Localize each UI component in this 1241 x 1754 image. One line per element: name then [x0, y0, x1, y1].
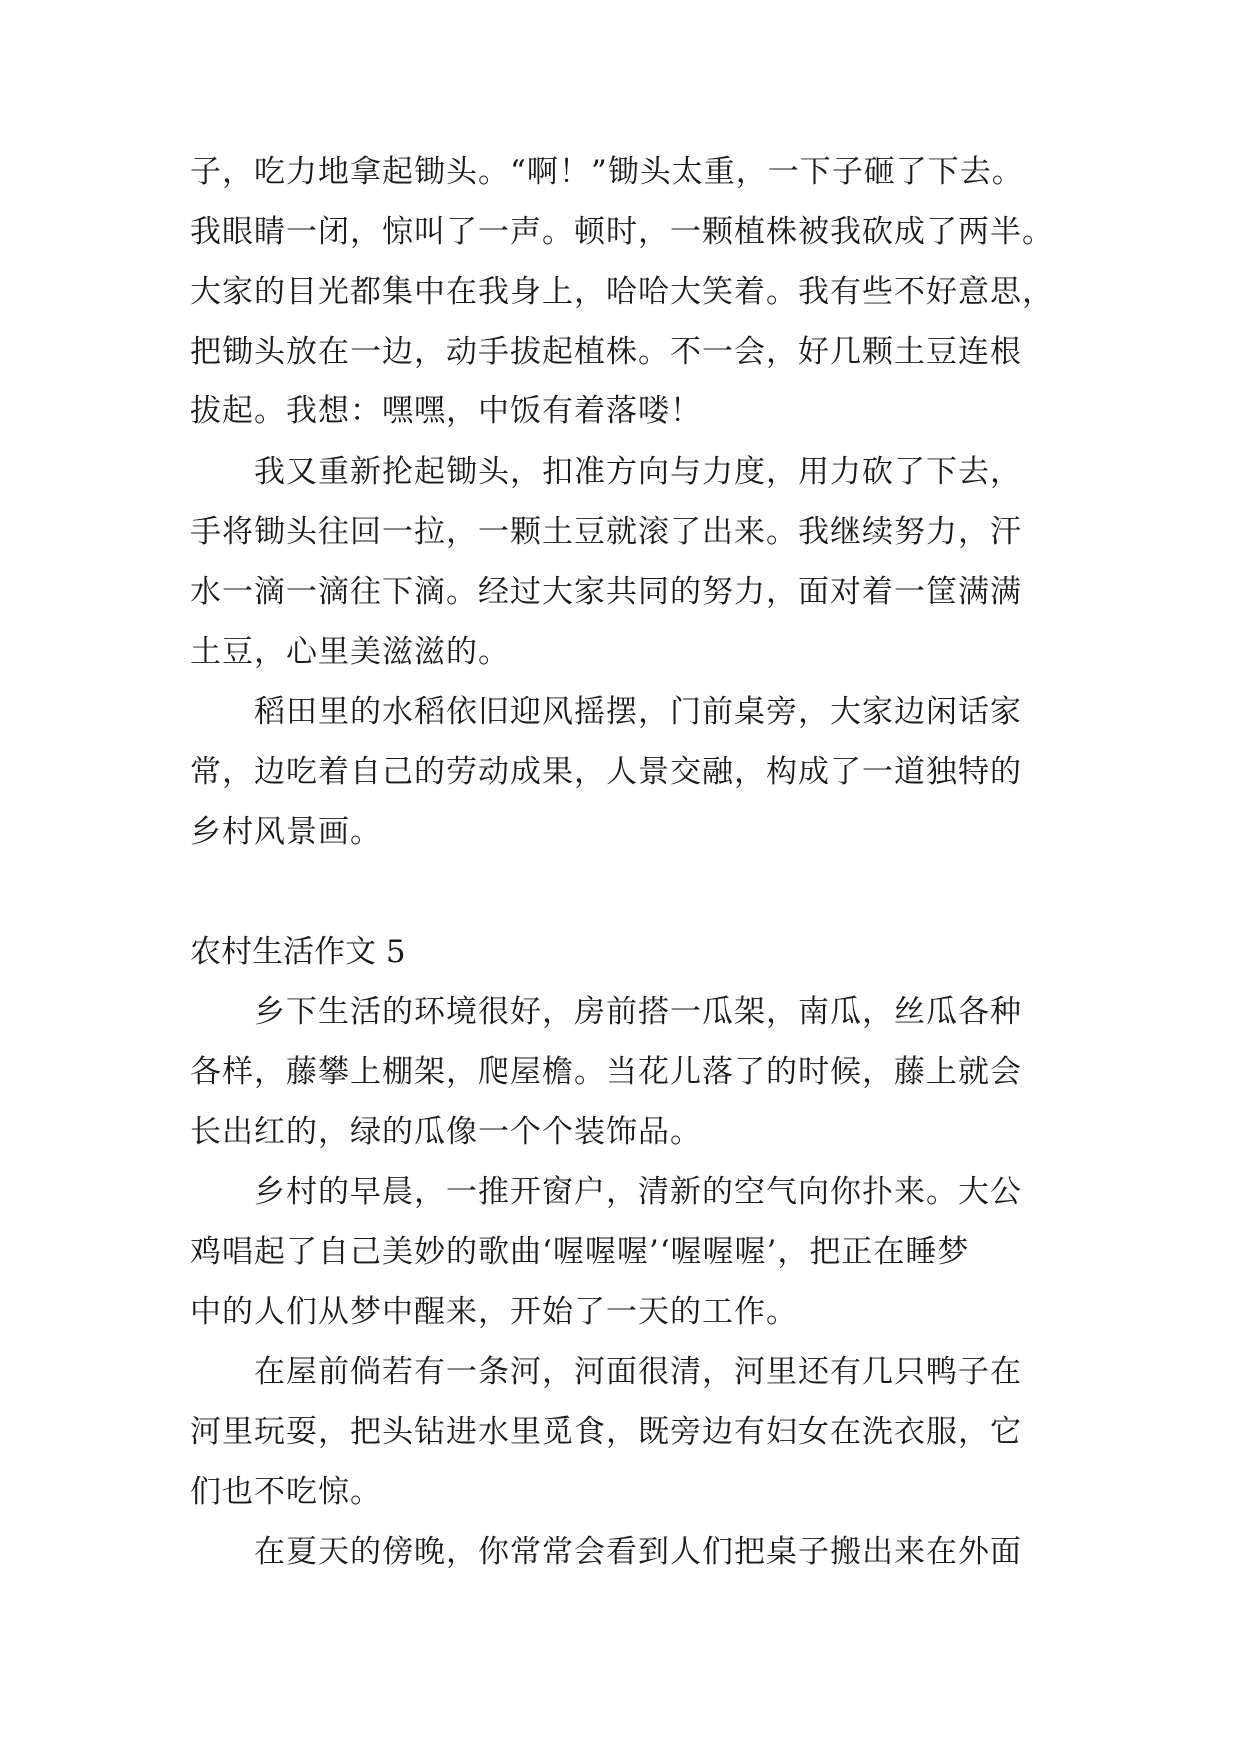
text-line: 拔起。我想：嘿嘿，中饭有着落喽！ — [190, 393, 702, 429]
text-line: 各样，藤攀上棚架，爬屋檐。当花儿落了的时候，藤上就会 — [190, 1054, 1022, 1090]
paragraph-first-line: 在屋前倘若有一条河，河面很清，河里还有几只鸭子在 — [254, 1354, 1022, 1390]
text-line: 把锄头放在一边，动手拔起植株。不一会，好几颗土豆连根 — [190, 334, 1022, 370]
text-line: 手将锄头往回一拉，一颗土豆就滚了出来。我继续努力，汗 — [190, 514, 1022, 550]
text-line: 长出红的，绿的瓜像一个个装饰品。 — [190, 1114, 702, 1150]
text-line: 中的人们从梦中醒来，开始了一天的工作。 — [190, 1294, 798, 1330]
text-line: 我眼睛一闭，惊叫了一声。顿时，一颗植株被我砍成了两半。 — [190, 214, 1054, 250]
text-line: 土豆，心里美滋滋的。 — [190, 634, 510, 670]
text-line: 乡村风景画。 — [190, 814, 382, 850]
text-line: 水一滴一滴往下滴。经过大家共同的努力，面对着一筐满满 — [190, 574, 1022, 610]
text-line: 鸡唱起了自己美妙的歌曲‘喔喔喔’‘喔喔喔’，把正在睡梦 — [190, 1234, 970, 1270]
text-line: 们也不吃惊。 — [190, 1474, 382, 1510]
text-line: 河里玩耍，把头钻进水里觅食，既旁边有妇女在洗衣服，它 — [190, 1414, 1022, 1450]
text-line: 常，边吃着自己的劳动成果，人景交融，构成了一道独特的 — [190, 754, 1022, 790]
text-line: 大家的目光都集中在我身上，哈哈大笑着。我有些不好意思， — [190, 274, 1054, 310]
paragraph-first-line: 在夏天的傍晚，你常常会看到人们把桌子搬出来在外面 — [254, 1534, 1022, 1570]
paragraph-first-line: 我又重新抡起锄头，扣准方向与力度，用力砍了下去， — [254, 454, 1022, 490]
paragraph-first-line: 乡下生活的环境很好，房前搭一瓜架，南瓜，丝瓜各种 — [254, 994, 1022, 1030]
paragraph-first-line: 稻田里的水稻依旧迎风摇摆，门前桌旁，大家边闲话家 — [254, 694, 1022, 730]
section-title: 农村生活作文 5 — [190, 934, 406, 970]
paragraph-first-line: 乡村的早晨，一推开窗户，清新的空气向你扑来。大公 — [254, 1174, 1022, 1210]
text-line: 子，吃力地拿起锄头。“啊！”锄头太重，一下子砸了下去。 — [190, 154, 1024, 190]
